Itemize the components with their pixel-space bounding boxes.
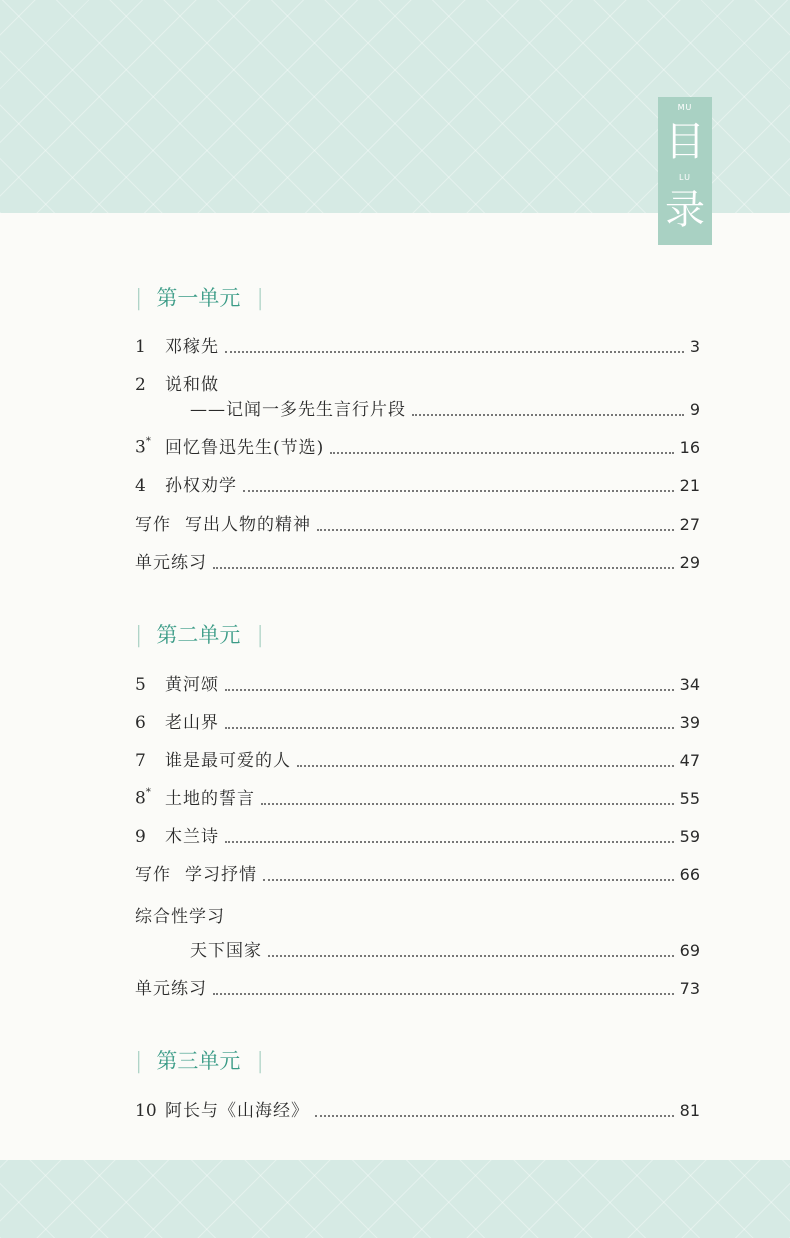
optional-mark: * (145, 436, 151, 448)
mu-character: 目 (665, 119, 705, 165)
dot-leader (225, 350, 684, 353)
entry-number: 5 (135, 675, 146, 695)
dot-leader (225, 726, 674, 729)
dot-leader (263, 878, 674, 881)
entry-page: 21 (679, 476, 700, 495)
mu-pinyin: MU (677, 103, 693, 112)
dot-leader (297, 764, 674, 767)
dot-leader (268, 954, 674, 957)
toc-entry-subtitle[interactable] (190, 934, 700, 962)
optional-mark: * (145, 787, 151, 799)
entry-title: 孙权劝学 (165, 476, 237, 496)
unit-title: 第三单元 (156, 1049, 241, 1073)
entry-number: 6 (135, 713, 146, 733)
dot-leader (330, 451, 673, 454)
dot-leader (261, 802, 674, 805)
entry-number: 7 (135, 751, 146, 771)
unit-title: 第一单元 (156, 286, 241, 310)
dot-leader (225, 688, 674, 691)
entry-number: 3 (135, 438, 146, 458)
entry-title: 学习抒情 (185, 865, 257, 885)
entry-page: 69 (679, 941, 700, 960)
entry-page: 16 (679, 438, 700, 457)
entry-title: 木兰诗 (165, 827, 219, 847)
dot-leader (315, 1114, 674, 1117)
entry-page: 9 (689, 400, 700, 419)
entry-title: 邓稼先 (165, 337, 219, 357)
lu-character: 录 (665, 187, 705, 233)
dot-leader (412, 413, 684, 416)
entry-page: 3 (689, 337, 700, 356)
toc-entry-writing[interactable] (135, 508, 700, 536)
entry-page: 73 (679, 979, 700, 998)
unit-heading-3: | 第三单元 | (135, 1049, 264, 1074)
entry-number: 1 (135, 337, 146, 357)
entry-page: 47 (679, 751, 700, 770)
entry-page: 55 (679, 789, 700, 808)
toc-entry[interactable] (135, 1094, 700, 1122)
entry-number: 4 (135, 476, 146, 496)
entry-number: 2 (135, 375, 146, 395)
toc-entry-exercise[interactable] (135, 546, 700, 574)
entry-title: 说和做 (165, 375, 219, 395)
toc-entry[interactable] (135, 820, 700, 848)
toc-entry[interactable] (135, 668, 700, 696)
toc-section-heading[interactable]: 综合性学习 (135, 907, 225, 927)
entry-number: 8 (135, 789, 146, 809)
entry-title: 土地的誓言 (165, 789, 255, 809)
entry-title: 写出人物的精神 (185, 515, 311, 535)
toc-entry-writing[interactable] (135, 858, 700, 886)
entry-title: 天下国家 (190, 941, 262, 961)
entry-title: 谁是最可爱的人 (165, 751, 291, 771)
entry-number: 9 (135, 827, 146, 847)
entry-page: 81 (679, 1101, 700, 1120)
entry-subtitle: ——记闻一多先生言行片段 (190, 400, 406, 420)
toc-entry[interactable] (135, 706, 700, 734)
toc-entry[interactable] (135, 782, 700, 810)
entry-title: 回忆鲁迅先生(节选) (165, 438, 325, 458)
dot-leader (213, 992, 674, 995)
unit-heading-2: | 第二单元 | (135, 623, 264, 648)
dot-leader (243, 489, 674, 492)
unit-title: 第二单元 (156, 623, 241, 647)
bottom-decorative-band (0, 1160, 790, 1238)
toc-entry[interactable] (135, 744, 700, 772)
entry-title: 单元练习 (135, 979, 207, 999)
toc-entry[interactable] (135, 330, 700, 358)
entry-page: 66 (679, 865, 700, 884)
toc-entry-subtitle[interactable] (190, 393, 700, 421)
entry-title: 老山界 (165, 713, 219, 733)
entry-page: 34 (679, 675, 700, 694)
entry-page: 29 (679, 553, 700, 572)
entry-number: 10 (135, 1101, 157, 1121)
entry-label: 写作 (135, 865, 171, 885)
lu-pinyin: LU (679, 173, 691, 182)
toc-entry[interactable] (135, 368, 700, 396)
entry-title: 黄河颂 (165, 675, 219, 695)
contents-title-box (658, 97, 712, 245)
unit-heading-1: | 第一单元 | (135, 286, 264, 311)
toc-entry[interactable] (135, 431, 700, 459)
entry-page: 59 (679, 827, 700, 846)
dot-leader (317, 528, 674, 531)
entry-title: 阿长与《山海经》 (165, 1101, 309, 1121)
entry-page: 27 (679, 515, 700, 534)
dot-leader (213, 566, 674, 569)
toc-entry[interactable] (135, 469, 700, 497)
entry-page: 39 (679, 713, 700, 732)
toc-entry-exercise[interactable] (135, 972, 700, 1000)
entry-title: 单元练习 (135, 553, 207, 573)
dot-leader (225, 840, 674, 843)
entry-label: 写作 (135, 515, 171, 535)
